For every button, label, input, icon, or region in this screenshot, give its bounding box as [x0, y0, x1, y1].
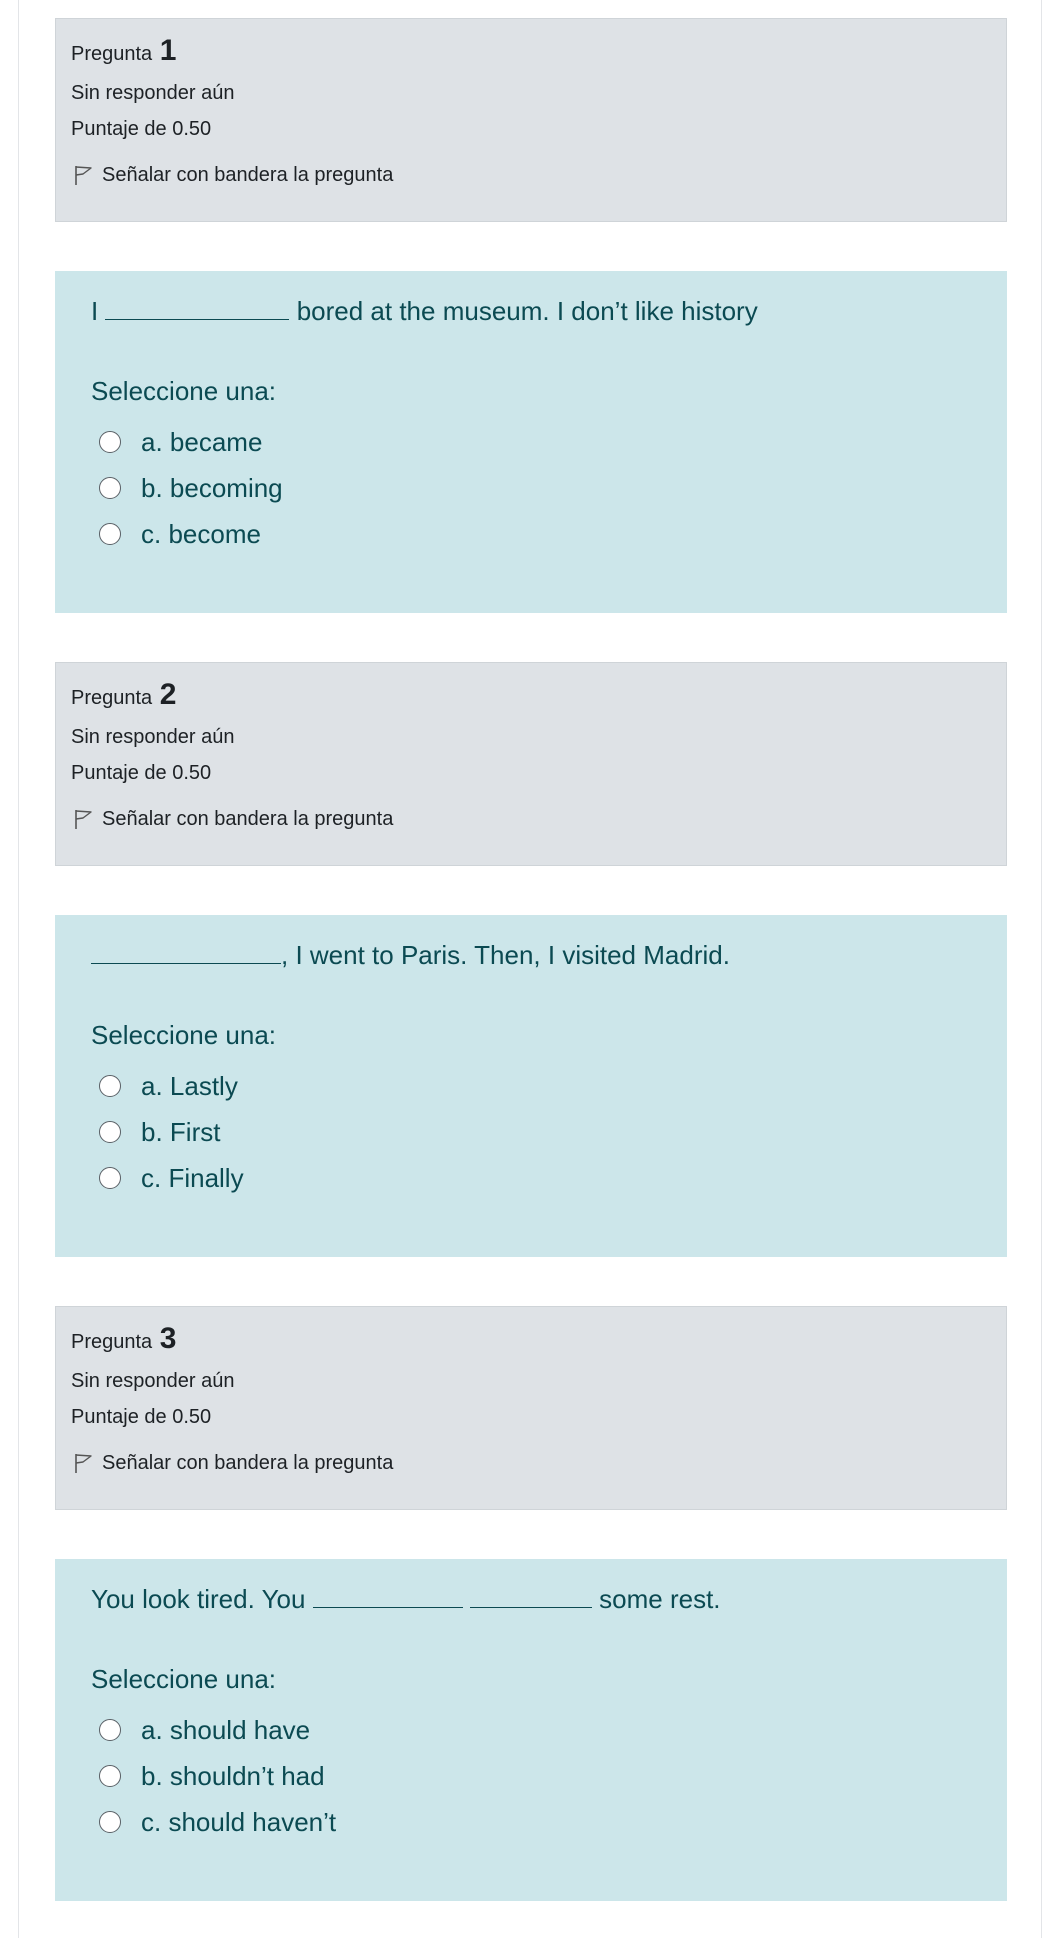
select-prompt: Seleccione una:: [91, 1020, 277, 1050]
radio-button[interactable]: [99, 477, 121, 499]
answer-options: [91, 419, 971, 557]
option-label: b. shouldn’t had: [141, 1760, 325, 1791]
question-label: Pregunta: [71, 1331, 153, 1353]
option-c[interactable]: [91, 1155, 971, 1201]
question-text-after: , I went to Paris. Then, I visited Madrid.: [281, 940, 730, 970]
question-text: [91, 295, 971, 327]
question-text-after: bored at the museum. I don’t like history: [296, 296, 758, 326]
radio-button[interactable]: [99, 1075, 121, 1097]
option-label: a. Lastly: [141, 1070, 238, 1101]
option-a[interactable]: [91, 1707, 971, 1753]
option-a[interactable]: [91, 419, 971, 465]
question-content: [55, 1559, 1007, 1901]
question-2: [55, 662, 1007, 1257]
question-text-before: I: [91, 296, 99, 326]
answer-blank-1: [313, 1585, 463, 1608]
question-label: Pregunta: [71, 43, 153, 65]
question-status: Sin responder aún: [71, 1370, 235, 1392]
option-b[interactable]: [91, 1753, 971, 1799]
select-prompt: Seleccione una:: [91, 376, 277, 406]
flag-question-link[interactable]: [71, 1451, 991, 1475]
option-a[interactable]: [91, 1063, 971, 1109]
question-info-panel: [55, 1306, 1007, 1510]
option-label: a. should have: [141, 1714, 311, 1745]
radio-button[interactable]: [99, 1811, 121, 1833]
flag-question-label: Señalar con bandera la pregunta: [102, 808, 394, 830]
question-text: [91, 939, 971, 971]
question-number-value: 3: [159, 1322, 177, 1355]
question-3: [55, 1306, 1007, 1901]
flag-question-link[interactable]: [71, 807, 991, 831]
radio-button[interactable]: [99, 523, 121, 545]
option-label: c. should haven’t: [141, 1806, 337, 1837]
question-status: Sin responder aún: [71, 82, 235, 104]
flag-question-label: Señalar con bandera la pregunta: [102, 164, 394, 186]
flag-icon: [73, 808, 93, 830]
option-label: c. become: [141, 518, 261, 549]
question-1: [55, 18, 1007, 613]
radio-button[interactable]: [99, 1719, 121, 1741]
answer-blank-2: [470, 1585, 592, 1608]
answer-options: [91, 1063, 971, 1201]
question-text-before: You look tired. You: [91, 1584, 306, 1614]
option-b[interactable]: [91, 1109, 971, 1155]
option-label: b. First: [141, 1116, 221, 1147]
answer-blank: [105, 297, 289, 320]
question-number-value: 2: [159, 678, 177, 711]
radio-button[interactable]: [99, 431, 121, 453]
answer-options: [91, 1707, 971, 1845]
question-score: Puntaje de 0.50: [71, 1406, 212, 1428]
option-c[interactable]: [91, 511, 971, 557]
select-prompt: Seleccione una:: [91, 1664, 277, 1694]
question-text-after: some rest.: [599, 1584, 721, 1614]
option-label: c. Finally: [141, 1162, 244, 1193]
question-label: Pregunta: [71, 687, 153, 709]
radio-button[interactable]: [99, 1167, 121, 1189]
question-number-value: 1: [159, 34, 177, 67]
question-score: Puntaje de 0.50: [71, 762, 212, 784]
question-info-panel: [55, 662, 1007, 866]
flag-question-link[interactable]: [71, 163, 991, 187]
question-number: [71, 675, 991, 715]
flag-question-label: Señalar con bandera la pregunta: [102, 1452, 394, 1474]
flag-icon: [73, 1452, 93, 1474]
option-c[interactable]: [91, 1799, 971, 1845]
question-info-panel: [55, 18, 1007, 222]
answer-blank: [91, 941, 281, 964]
question-text: [91, 1583, 971, 1615]
option-label: a. became: [141, 426, 263, 457]
radio-button[interactable]: [99, 1121, 121, 1143]
option-label: b. becoming: [141, 472, 283, 503]
question-content: [55, 271, 1007, 613]
question-status: Sin responder aún: [71, 726, 235, 748]
option-b[interactable]: [91, 465, 971, 511]
question-number: [71, 31, 991, 71]
flag-icon: [73, 164, 93, 186]
radio-button[interactable]: [99, 1765, 121, 1787]
question-score: Puntaje de 0.50: [71, 118, 212, 140]
question-content: [55, 915, 1007, 1257]
question-number: [71, 1319, 991, 1359]
